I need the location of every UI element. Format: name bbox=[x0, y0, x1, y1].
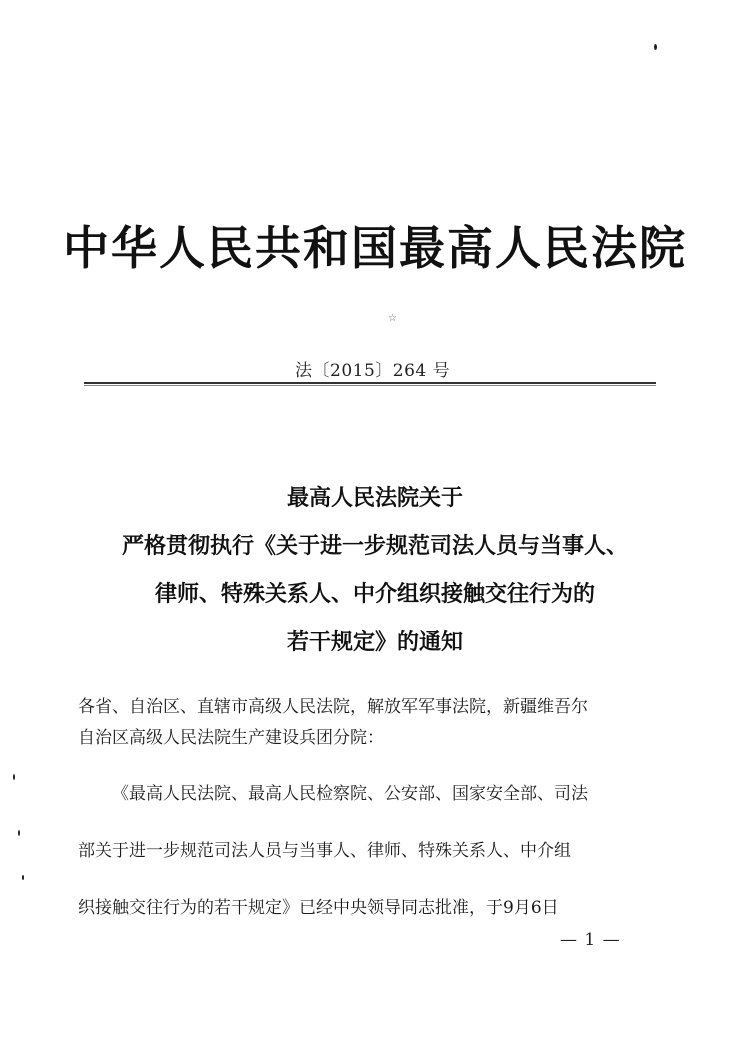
paragraph-line: 部关于进一步规范司法人员与当事人、律师、特殊关系人、中介组 bbox=[78, 841, 571, 861]
paragraph-line: 《最高人民法院、最高人民检察院、公安部、国家安全部、司法 bbox=[112, 784, 588, 804]
scan-speck bbox=[13, 774, 15, 780]
body-text bbox=[78, 692, 678, 924]
notice-title-line: 若干规定》的通知 bbox=[286, 629, 463, 655]
notice-title-line: 最高人民法院关于 bbox=[286, 485, 463, 511]
scan-speck bbox=[654, 44, 657, 50]
scan-speck bbox=[18, 830, 20, 836]
scan-speck bbox=[22, 875, 24, 880]
addressee-line: 自治区高级人民法院生产建设兵团分院： bbox=[78, 728, 384, 748]
notice-title-line: 严格贯彻执行《关于进一步规范司法人员与当事人、 bbox=[121, 533, 628, 559]
page-number: — 1 — bbox=[560, 930, 621, 950]
paragraph-line: 织接触交往行为的若干规定》已经中央领导同志批准，于9月6日 bbox=[78, 898, 559, 918]
body-paragraph bbox=[78, 779, 678, 924]
document-number: 法〔2015〕264 号 bbox=[295, 361, 451, 381]
notice-title-line: 律师、特殊关系人、中介组织接触交往行为的 bbox=[154, 581, 595, 607]
small-mark: ☆ bbox=[388, 313, 397, 324]
header-divider-secondary bbox=[84, 385, 656, 386]
issuer-heading: 中华人民共和国最高人民法院 bbox=[63, 221, 687, 275]
addressee bbox=[78, 692, 678, 754]
addressee-line: 各省、自治区、直辖市高级人民法院，解放军军事法院，新疆维吾尔 bbox=[78, 697, 588, 717]
header-divider bbox=[84, 382, 656, 384]
notice-title bbox=[70, 474, 680, 666]
